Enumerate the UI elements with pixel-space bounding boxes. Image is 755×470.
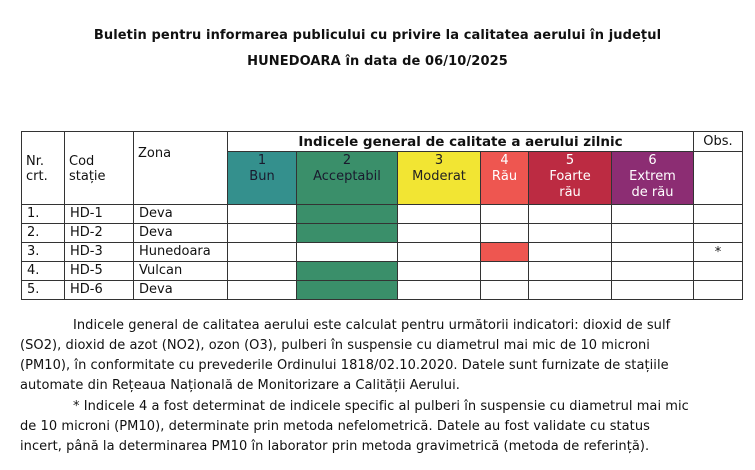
category-number: 3: [434, 153, 444, 168]
index-cell: [481, 281, 529, 300]
header-index: Indicele general de calitate a aerului zilnic: [228, 132, 694, 152]
category-label-line2: de rău: [631, 185, 674, 200]
index-cell: [398, 262, 481, 281]
category-number: 6: [648, 153, 657, 168]
air-quality-table: [21, 131, 743, 300]
index-cell: [612, 262, 694, 281]
category-6: [612, 152, 694, 205]
index-cell: [612, 205, 694, 224]
obs-header-blank: [694, 152, 743, 205]
station-code: HD-1: [65, 205, 134, 224]
header-station-code: [65, 132, 134, 205]
table-row: [22, 262, 743, 281]
index-cell-filled: [297, 224, 398, 243]
category-label: Foarte: [549, 169, 591, 184]
note-line: Indicele general de calitatea aerului este calculat pentru următorii indicatori: dioxid de sulf: [73, 318, 671, 333]
note-line: (PM10), în conformitate cu prevederile Ordinului 1818/02.10.2020. Datele sunt furnizate de stațiile: [20, 358, 669, 373]
table-row: [22, 243, 743, 262]
bulletin-county-date: HUNEDOARA în data de 06/10/2025: [247, 54, 508, 69]
category-label-line2: rău: [559, 185, 581, 200]
index-cell-filled: [297, 205, 398, 224]
zone-name: Deva: [134, 281, 228, 300]
category-1: [228, 152, 297, 205]
note-line: automate din Rețeaua Națională de Monitorizare a Calității Aerului.: [20, 378, 460, 393]
zone-name: Vulcan: [134, 262, 228, 281]
index-cell: [481, 224, 529, 243]
index-cell: [529, 224, 612, 243]
header-zone: Zona: [134, 132, 228, 205]
row-number: 4.: [22, 262, 65, 281]
table-row: [22, 281, 743, 300]
station-code: HD-3: [65, 243, 134, 262]
index-cell: [612, 243, 694, 262]
footnote-line: de 10 microni (PM10), determinate prin metoda nefelometrică. Datele au fost validate cu status: [20, 419, 650, 434]
index-cell-filled: [297, 281, 398, 300]
note-line: (SO2), dioxid de azot (NO2), ozon (O3), pulberi în suspensie cu diametrul mai mic de 10 microni: [20, 338, 650, 353]
index-cell: [398, 205, 481, 224]
category-3: [398, 152, 481, 205]
station-code: HD-5: [65, 262, 134, 281]
index-cell: [612, 224, 694, 243]
index-cell: [612, 281, 694, 300]
category-label: Extrem: [629, 169, 676, 184]
category-label: Bun: [249, 169, 275, 184]
category-number: 4: [500, 153, 509, 168]
index-cell-filled: [297, 262, 398, 281]
index-cell: [228, 224, 297, 243]
index-cell: [481, 262, 529, 281]
index-cell: [529, 281, 612, 300]
obs-cell: [694, 281, 743, 300]
zone-name: Deva: [134, 205, 228, 224]
index-cell: [481, 205, 529, 224]
index-cell: [228, 281, 297, 300]
header-nr: [22, 132, 65, 205]
category-label: Moderat: [412, 169, 466, 184]
obs-cell: *: [694, 243, 743, 262]
zone-name: Deva: [134, 224, 228, 243]
category-number: 2: [342, 153, 352, 168]
index-cell: [529, 205, 612, 224]
category-number: 5: [565, 153, 575, 168]
category-number: 1: [257, 153, 267, 168]
table-row: [22, 205, 743, 224]
table-row: [22, 224, 743, 243]
obs-cell: [694, 205, 743, 224]
category-4: [481, 152, 529, 205]
header-code-line1: Cod: [69, 154, 95, 169]
header-obs: Obs.: [694, 132, 743, 152]
index-cell-filled: [481, 243, 529, 262]
category-5: [529, 152, 612, 205]
index-cell: [398, 224, 481, 243]
category-label: Rău: [491, 169, 518, 184]
index-cell: [228, 243, 297, 262]
station-code: HD-2: [65, 224, 134, 243]
row-number: 1.: [22, 205, 65, 224]
header-nr-line1: Nr.: [26, 154, 45, 169]
index-cell: [228, 262, 297, 281]
index-cell: [398, 281, 481, 300]
index-cell: [228, 205, 297, 224]
row-number: 2.: [22, 224, 65, 243]
station-code: HD-6: [65, 281, 134, 300]
zone-name: Hunedoara: [134, 243, 228, 262]
index-cell: [398, 243, 481, 262]
index-cell: [529, 262, 612, 281]
index-cell: [297, 243, 398, 262]
obs-cell: [694, 224, 743, 243]
category-label: Acceptabil: [313, 169, 381, 184]
header-code-line2: stație: [69, 169, 106, 184]
footnote-line: * Indicele 4 a fost determinat de indicele specific al pulberi în suspensie cu diametrul mai mic: [73, 399, 689, 414]
footnote-line: incert, până la determinarea PM10 în laborator prin metoda gravimetrică (metoda de referință).: [20, 439, 650, 454]
header-nr-line2: crt.: [26, 169, 48, 184]
bulletin-title: Buletin pentru informarea publicului cu privire la calitatea aerului în județul: [93, 28, 662, 43]
category-2: [297, 152, 398, 205]
row-number: 5.: [22, 281, 65, 300]
index-cell: [529, 243, 612, 262]
obs-cell: [694, 262, 743, 281]
row-number: 3.: [22, 243, 65, 262]
